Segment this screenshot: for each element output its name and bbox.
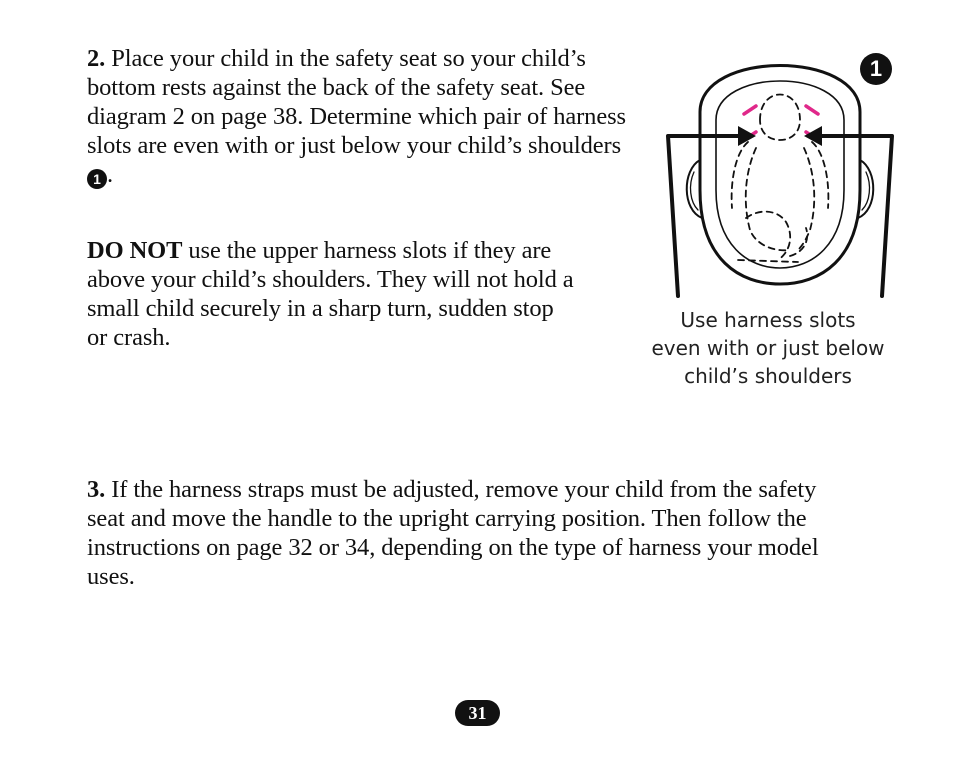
step-2-paragraph xyxy=(87,44,632,189)
step-2-end: . xyxy=(107,161,114,188)
step-3-paragraph xyxy=(87,475,847,591)
step-2-number: 2. xyxy=(87,45,106,72)
car-seat-diagram xyxy=(660,40,930,310)
reference-marker: 1 xyxy=(87,169,107,189)
seat-shell xyxy=(700,66,860,285)
caption-line: Use harness slots xyxy=(680,308,856,332)
warning-paragraph xyxy=(87,236,577,352)
infant-seat-icon xyxy=(660,40,930,310)
step-2-text: Place your child in the safety seat so your child’s bottom rests against the back of the safety seat. See diagram 2 on page 38. Determine which pair of harness slots are even with or just below your child’s shoulders xyxy=(87,45,626,159)
warning-emphasis: DO NOT xyxy=(87,237,183,264)
step-3-number: 3. xyxy=(87,476,106,503)
right-pointer-bracket xyxy=(818,136,892,296)
step-3-text: If the harness straps must be adjusted, remove your child from the safety seat and move the handle to the upright carrying position. Then follow the instructions on page 32 or 34, depending on the type of harness your model uses. xyxy=(87,476,819,590)
caption-line: child’s shoulders xyxy=(684,364,852,388)
diagram-marker: 1 xyxy=(860,53,892,85)
child-outline xyxy=(732,95,829,263)
seat-inner-contour xyxy=(716,81,844,268)
caption-line: even with or just below xyxy=(651,336,885,360)
warning-text: use the upper harness slots if they are above your child’s shoulders. They will not hold a small child securely in a sharp turn, sudden stop or crash. xyxy=(87,237,574,351)
diagram-caption xyxy=(630,306,906,390)
page-number: 31 xyxy=(455,700,500,726)
left-pointer-bracket xyxy=(668,136,742,296)
